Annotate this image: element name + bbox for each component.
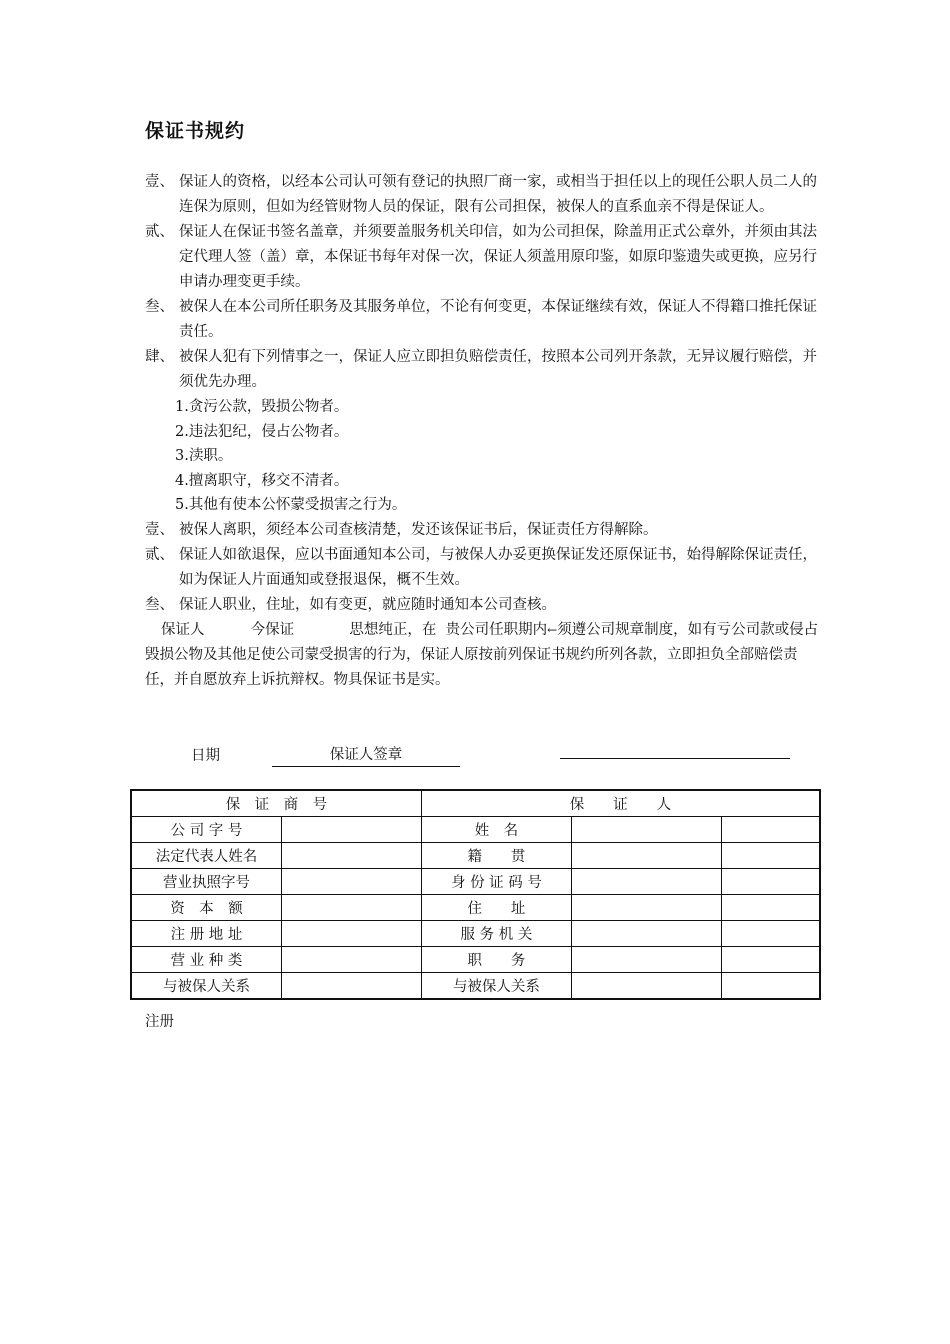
right-field-extra[interactable] [721,817,820,843]
left-field-label: 注 册 地 址 [131,921,282,947]
clause-number: 贰、 [145,224,174,240]
page-title: 保证书规约 [145,120,246,142]
left-field-value[interactable] [282,843,422,869]
right-field-value[interactable] [572,817,722,843]
table-row [131,895,820,921]
clause-number: 肆、 [145,349,174,365]
table-row [131,817,820,843]
arrow-icon: ← [547,622,558,637]
right-field-extra[interactable] [721,973,820,1000]
clause-number: 壹、 [145,174,174,190]
signature-blank-line [560,758,790,759]
sub-item: 5.其他有使本公怀蒙受损害之行为。 [175,497,407,513]
right-field-label: 住 址 [421,895,571,921]
clause-list [145,170,825,395]
right-field-extra[interactable] [721,895,820,921]
sub-item: 1.贪污公款，毁损公物者。 [175,399,349,415]
left-field-value[interactable] [282,895,422,921]
left-field-value[interactable] [282,947,422,973]
clause-item [145,543,825,593]
clause-number: 壹、 [145,521,174,538]
closing-paragraph [145,618,825,693]
clause-item [145,593,825,618]
clause-text: 保证人职业，住址，如有变更，就应随时通知本公司查核。 [179,596,556,613]
left-field-value[interactable] [282,921,422,947]
footer-note: 注册 [145,1014,174,1030]
closing-line1b: 须遵公司规章制度，如有亏 [557,621,732,638]
left-field-value[interactable] [282,973,422,1000]
left-field-value[interactable] [282,817,422,843]
clause-text: 保证人如欲退保，应以书面通知本公司，与被保人办妥更换保证发还原保证书，始得解除保证责任，如为保证人片面通知或登报退保，概不生效。 [179,546,817,588]
table-row [131,843,820,869]
clause-item [145,518,825,543]
clause-number: 叁、 [145,299,174,315]
right-field-value[interactable] [572,895,722,921]
clause-list-2 [145,518,825,618]
right-field-value[interactable] [572,921,722,947]
clause-text: 保证人在保证书签名盖章，并须要盖服务机关印信，如为公司担保，除盖用正式公章外，并须由其法定代理人签（盖）章，本保证书每年对保一次，保证人须盖用原印鉴，如原印鉴遗失或更换，应另行申请办理变更手续。 [179,224,817,290]
left-field-value[interactable] [282,869,422,895]
table-header-left: 保 证 商 号 [131,790,421,817]
right-field-label: 身 份 证 码 号 [421,869,571,895]
right-field-label: 籍 贯 [421,843,571,869]
right-field-label: 职 务 [421,947,571,973]
right-field-value[interactable] [572,947,722,973]
right-field-extra[interactable] [721,947,820,973]
clause-number: 贰、 [145,546,174,563]
right-field-extra[interactable] [721,921,820,947]
clause-text: 保证人的资格，以经本公司认可领有登记的执照厂商一家，或相当于担任以上的现任公职人员二人的连保为原则，但如为经管财物人员的保证，限有公司担保，被保人的直系血亲不得是保证人。 [179,174,817,215]
closing-rest: 公司款或侵占毁损公物及其他足使公司蒙受损害的行为，保证人原按前列保证书规约所列各款，立即担负全部赔偿责任，并自愿放弃上诉抗辩权。物具保证书是实。 [145,621,819,688]
right-field-label: 姓 名 [421,817,571,843]
left-field-label: 资 本 额 [131,895,282,921]
sub-item-list [145,395,825,518]
sub-item: 4.擅离职守，移交不清者。 [175,472,349,489]
left-field-label: 营业执照字号 [131,869,282,895]
clause-item [145,170,825,220]
clause-number: 叁、 [145,596,174,613]
table-row [131,869,820,895]
table-header-row [131,790,820,817]
left-field-label: 营 业 种 类 [131,947,282,973]
closing-line1: 保证人 今保证 思想纯正，在 贵公司任职期内 [161,621,548,638]
sub-item: 2.违法犯纪，侵占公物者。 [175,423,349,440]
clause-text: 被保人离职，须经本公司查核清楚，发还该保证书后，保证责任方得解除。 [179,521,658,538]
table-header-right: 保 证 人 [421,790,820,817]
clauses-body [145,170,825,693]
left-field-label: 公 司 字 号 [131,817,282,843]
table-row [131,921,820,947]
clause-text: 被保人犯有下列情事之一，保证人应立即担负赔偿责任，按照本公司列开条款，无异议履行赔偿，并须优先办理。 [179,349,817,390]
right-field-extra[interactable] [721,869,820,895]
clause-item [145,295,825,345]
left-field-label: 与被保人关系 [131,973,282,1000]
table-row [131,947,820,973]
table-row [131,973,820,1000]
sub-item: 3.渎职。 [175,448,233,464]
right-field-extra[interactable] [721,843,820,869]
clause-text: 被保人在本公司所任职务及其服务单位，不论有何变更，本保证继续有效，保证人不得籍口推托保证责任。 [179,299,817,340]
right-field-value[interactable] [572,843,722,869]
clause-item [145,220,825,295]
right-field-label: 服 务 机 关 [421,921,571,947]
left-field-label: 法定代表人姓名 [131,843,282,869]
right-field-value[interactable] [572,973,722,1000]
signature-label: 保证人签章 [272,744,460,767]
guarantee-table [130,789,821,1000]
date-label: 日期 [191,748,220,764]
clause-item [145,345,825,395]
right-field-label: 与被保人关系 [421,973,571,1000]
right-field-value[interactable] [572,869,722,895]
